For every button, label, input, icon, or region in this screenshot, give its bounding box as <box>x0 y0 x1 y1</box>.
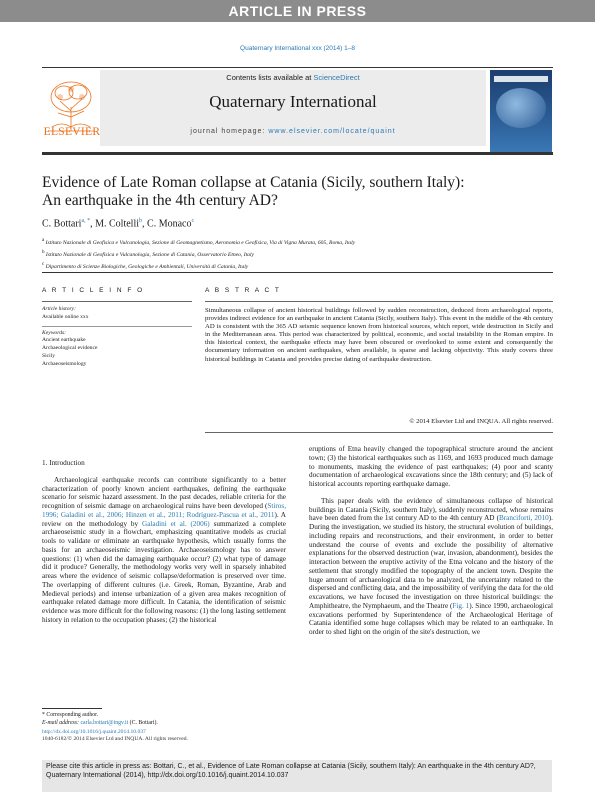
article-title: Evidence of Late Roman collapse at Catania (Sicily, southern Italy): An earthquake in the 4th century AD? <box>42 174 465 209</box>
abstract-rule <box>205 301 553 302</box>
figure-link[interactable]: Fig. 1 <box>452 601 470 610</box>
email-link[interactable]: carla.bottari@ingv.it <box>80 719 129 726</box>
paragraph: This paper deals with the evidence of simultaneous collapse of historical buildings in Catania (Sicily, southern Italy), suddenly reconstructed, whose remains have been dated from the 1st century AD to the 4th century AD (Branciforti, 2010). During the investigation, we studied its history, the structural evolution of buildings, including repairs and reconstructions, and their environment, in order to better understand the course of events and exclude the possibility of alternative explanations for the observed destruction (war, invasion, abandonment), besides the interaction between the eruptive activity of the Etna volcano and the history of the settlement that strongly modified the topography of the ancient town. Despite the huge amount of archaeological data to be analyzed, the uncertainty related to the dispersed and conflicting data, and the impossibility of verifying the data for the old excavations, we have focused the investigation on three historical buildings: the Amphitheatre, the Nymphaeum, and the Theatre (Fig. 1). Since 1990, archaeological excavations performed by Superintendence of the Archaeological Heritage of Catania identified some huge collapses which may be related to an earthquake. In order to shed light on the origin of the site's destruction, we <box>309 496 553 636</box>
journal-title: Quaternary International <box>209 92 377 111</box>
keyword: Archaeoseismology <box>42 360 87 367</box>
article-info-rule <box>42 301 192 302</box>
publisher-name: ELSEVIER <box>43 126 101 138</box>
sciencedirect-link[interactable]: ScienceDirect <box>313 73 360 82</box>
header-rule-top <box>42 67 553 68</box>
homepage-link[interactable]: www.elsevier.com/locate/quaint <box>268 128 396 135</box>
header-rule-bottom <box>42 152 553 155</box>
paragraph: Archaeological earthquake records can contribute significantly to a better characterization of poorly known ancient earthquakes, defining the earthquake scenario for seismic hazard assessment. In the past decades, reliable criteria for the recognition of seismic damage on archaeological ruins have been developed (Stiros, 1996; Galadini et al., 2006; Hinzen et al., 2011; Rodríguez-Pascua et al., 2011). A review on the methodology by Galadini et al. (2006) summarized a complete archaeoseismic study in a flowchart, emphasizing quantitative models as crucial tools to validate or eliminate an earthquake hypothesis, which usually forms the basis for an archaeoseismic investigation. Archaeoseismology has to answer questions: (1) when did the damaging earthquake occur? (2) what type of damage did it produce? Generally, the methodology works very well in sparsely inhabited areas where the evidence of seismic collapse/deformation is preserved over time. The overlapping of different cultures (i.e. Greek, Roman, Byzantine, Arab and Medieval periods) and intense urbanization of a given area makes recognition of earthquake related damage more difficult. In Catania, the identification of seismic evidence was more difficult for the following reasons: (1) the long lasting settlement history in relation to the occupation phases; (2) the historical <box>42 475 286 624</box>
body-column-left <box>42 459 286 625</box>
article-info: Article history: Available online xxx Keywords: Ancient earthquake Archaeological evidence Sicily Archaeoseismology <box>42 306 192 369</box>
author[interactable]: C. Monaco <box>147 218 192 230</box>
section-heading: 1. Introduction <box>42 459 85 467</box>
author[interactable]: M. Coltelli <box>95 218 140 230</box>
keyword: Sicily <box>42 352 56 359</box>
article-in-press-banner: ARTICLE IN PRESS <box>0 0 595 22</box>
body-column-right <box>309 445 553 637</box>
doi-info: http://dx.doi.org/10.1016/j.quaint.2014.10.037 1040-6182/© 2014 Elsevier Ltd and INQUA. All rights reserved. <box>42 729 342 743</box>
footnote: * Corresponding author. E-mail address: carla.bottari@ingv.it (C. Bottari). <box>42 712 158 726</box>
keyword: Archaeological evidence <box>42 345 98 352</box>
abstract-rule-bottom <box>205 432 553 433</box>
affiliation: $^c$ Dipartimento di Scienze Biologiche, Geologiche e Ambientali, Università di Catania, Italy <box>42 261 249 270</box>
journal-reference[interactable]: Quaternary International xxx (2014) 1–8 <box>240 45 355 52</box>
author-list: C. Bottari$^{a, *}$, M. Coltelli$^b$, C. Monaco$^c$ <box>42 218 195 230</box>
citation-link[interactable]: Branciforti, 2010 <box>498 514 549 523</box>
affiliation: $^b$ Istituto Nazionale di Geofisica e Vulcanologia, Sezione di Catania, Osservatorio Etneo, Italy <box>42 249 254 258</box>
doi-link[interactable]: http://dx.doi.org/10.1016/j.quaint.2014.10.037 <box>42 729 146 735</box>
journal-homepage: journal homepage: www.elsevier.com/locate/quaint <box>190 128 396 135</box>
copyright: © 2014 Elsevier Ltd and INQUA. All rights reserved. <box>409 418 553 425</box>
keywords-label: Keywords: <box>42 326 192 338</box>
contents-available: Contents lists available at ScienceDirect <box>226 73 360 82</box>
citation-link[interactable]: Galadini et al. (2006) <box>142 519 210 528</box>
footnote-rule <box>42 708 102 709</box>
article-info-heading: A R T I C L E I N F O <box>42 287 145 294</box>
citation-box: Please cite this article in press as: Bottari, C., et al., Evidence of Late Roman collapse at Catania (Sicily, southern Italy): An earthquake in the 4th century AD?, Quaternary International (2014), http://dx.doi.org/10.1016/j.quaint.2014.10.037 <box>42 760 552 792</box>
paragraph: eruptions of Etna heavily changed the topographical structure around the ancient town; (3) the historical earthquakes such as 1169, and 1693 produced much damage to monuments, masking the evidence of past earthquakes; (4) poor and scanty documentation of archaeological excavations since the 18th century; and (5) lack of historical accounts reporting earthquake damage. <box>309 445 553 488</box>
affiliation: $^a$ Istituto Nazionale di Geofisica e Vulcanologia, Sezione di Geomagnetismo, Aeronomia e Geofisica, Via di Vigna Murata, 605, Roma, Italy <box>42 238 356 246</box>
citation-link[interactable]: Stiros, 1996; Galadini et al., 2006; Hinzen et al., 2011; Rodríguez-Pascua et al., 2011 <box>42 502 286 519</box>
affiliations <box>42 236 553 272</box>
author[interactable]: C. Bottari <box>42 218 82 230</box>
section-rule <box>42 272 553 273</box>
journal-cover-image <box>490 70 552 152</box>
abstract-heading: A B S T R A C T <box>205 287 281 294</box>
keyword: Ancient earthquake <box>42 337 86 344</box>
abstract-text: Simultaneous collapse of ancient historical buildings followed by sudden reconstruction, deduced from archaeological reports, provides indirect evidence for an earthquake in ancient Catania (Sicily, southern Italy). This event in the middle of the 4th century AD is consistent with the 365 AD seismic sequence known from historical sources, which report, wide destruction in Sicily and in the Mediterranean area. This period was characterized by political, economic, and social instability in the Roman empire. In this historical context, the earthquake effects may have been obscured or overlooked to some extent and consequently the documentary information on ancient earthquakes, when available, is sparse and lacking objectivity. This study covers three historical buildings in Catania and provides precise dating of earthquake destruction. <box>205 307 553 363</box>
